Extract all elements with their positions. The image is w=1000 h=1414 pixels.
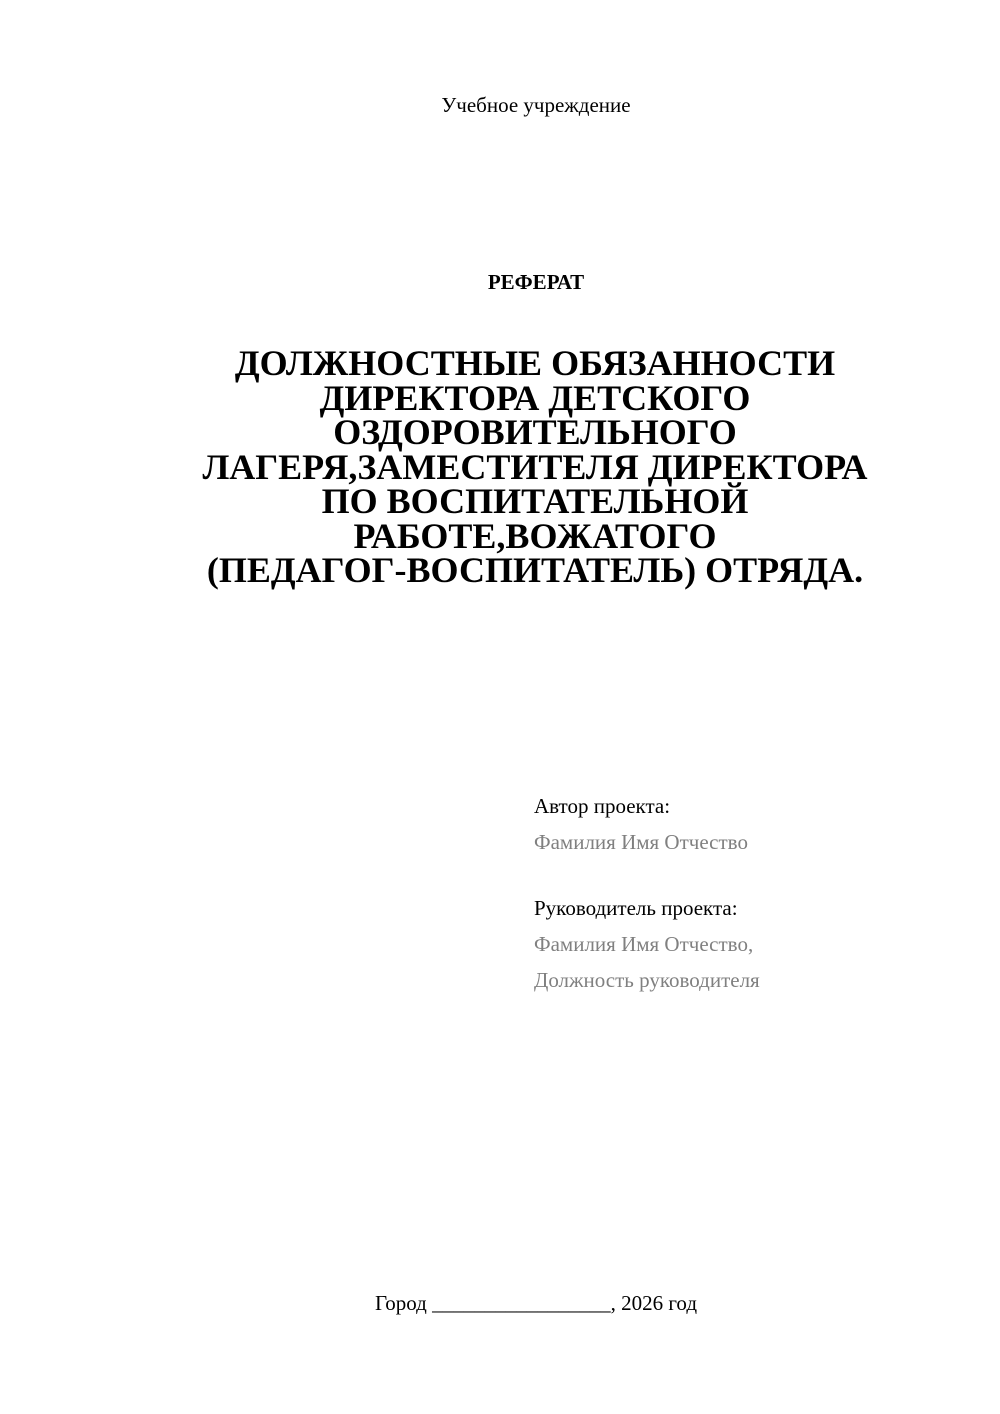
author-name: Фамилия Имя Отчество [534,830,748,854]
title-line: ДИРЕКТОРА ДЕТСКОГО [319,377,751,418]
supervisor-position: Должность руководителя [534,968,760,992]
institution-name: Учебное учреждение [441,93,631,117]
title-line: ПО ВОСПИТАТЕЛЬНОЙ [321,481,749,521]
city-year-line: Город _________________, 2026 год [374,1291,698,1315]
title-line: ЛАГЕРЯ,ЗАМЕСТИТЕЛЯ ДИРЕКТОРА [202,446,868,487]
title-line: ОЗДОРОВИТЕЛЬНОГО [333,412,737,452]
author-label: Автор проекта: [534,794,671,818]
supervisor-label: Руководитель проекта: [534,896,738,920]
title-line: РАБОТЕ,ВОЖАТОГО [353,515,717,556]
title-line: ДОЛЖНОСТНЫЕ ОБЯЗАННОСТИ [234,343,836,383]
title-line: (ПЕДАГОГ-ВОСПИТАТЕЛЬ) ОТРЯДА. [206,550,864,590]
document-type: РЕФЕРАТ [487,270,585,294]
supervisor-name: Фамилия Имя Отчество, [534,932,754,956]
document-title [150,343,920,590]
credits-block [534,788,954,998]
